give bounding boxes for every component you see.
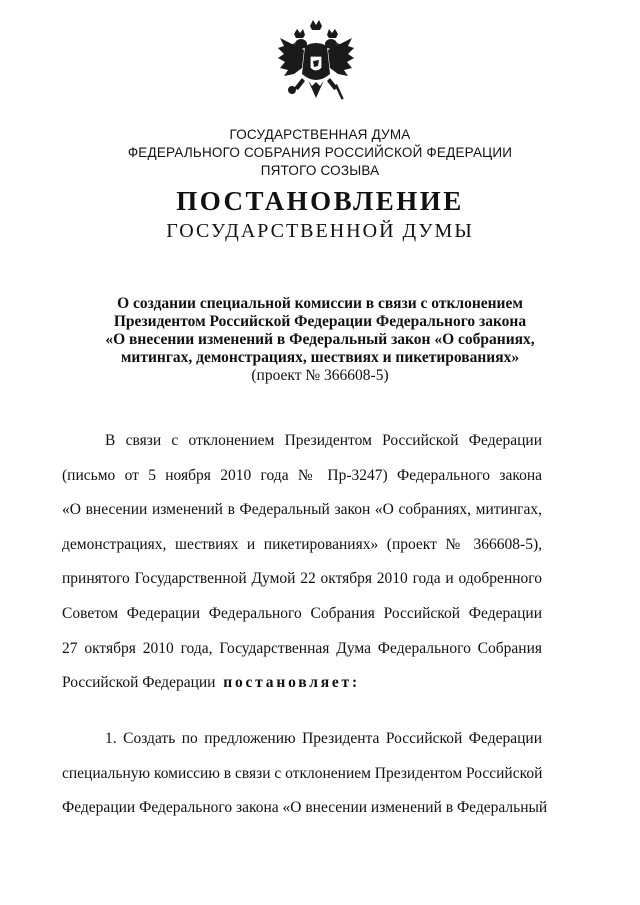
document-type: ПОСТАНОВЛЕНИЕ (176, 186, 464, 216)
title-line: Президентом Российской Федерации Федерального закона (113, 313, 527, 330)
paragraph-1 (62, 424, 542, 701)
body-line: специальную комиссию в связи с отклонением Президентом Российской (62, 764, 543, 782)
project-number: (проект № 366608-5) (251, 367, 389, 384)
body-line: 27 октября 2010 года, Государственная Дума Федерального Собрания (62, 639, 542, 657)
org-line-3: ПЯТОГО СОЗЫВА (260, 163, 380, 178)
body-line: Федерации Федерального закона «О внесении изменений в Федеральный (62, 799, 548, 817)
body-line: Советом Федерации Федерального Собрания Российской Федерации (62, 604, 542, 622)
title-line: митингах, демонстрациях, шествиях и пикетированиях» (120, 349, 520, 366)
document-type-issuer: ГОСУДАРСТВЕННОЙ ДУМЫ (166, 220, 474, 242)
body-line: (письмо от 5 ноября 2010 года № Пр-3247) Федерального закона (62, 466, 542, 484)
paragraph-2 (62, 722, 548, 826)
title-line: «О внесении изменений в Федеральный закон «О собраниях, (105, 331, 535, 348)
resolves-word: постановляет: (223, 674, 360, 692)
body-line-last (62, 666, 542, 701)
org-line-2: ФЕДЕРАЛЬНОГО СОБРАНИЯ РОССИЙСКОЙ ФЕДЕРАЦИИ (127, 145, 513, 160)
title-line: О создании специальной комиссии в связи с отклонением (117, 295, 523, 312)
body-line: В связи с отклонением Президентом Российской Федерации (105, 432, 542, 449)
resolution-title (0, 295, 640, 385)
body-line-start: Российской Федерации (62, 674, 216, 692)
body-line: демонстрациях, шествиях и пикетированиях» (проект № 366608-5), (62, 535, 542, 553)
double-headed-eagle-icon (272, 16, 360, 120)
body-line: «О внесении изменений в Федеральный закон «О собраниях, митингах, (62, 501, 542, 519)
org-line-1: ГОСУДАРСТВЕННАЯ ДУМА (229, 127, 411, 142)
body-line: принятого Государственной Думой 22 октября 2010 года и одобренного (62, 570, 542, 588)
body-line: 1. Создать по предложению Президента Российской Федерации (105, 730, 542, 747)
